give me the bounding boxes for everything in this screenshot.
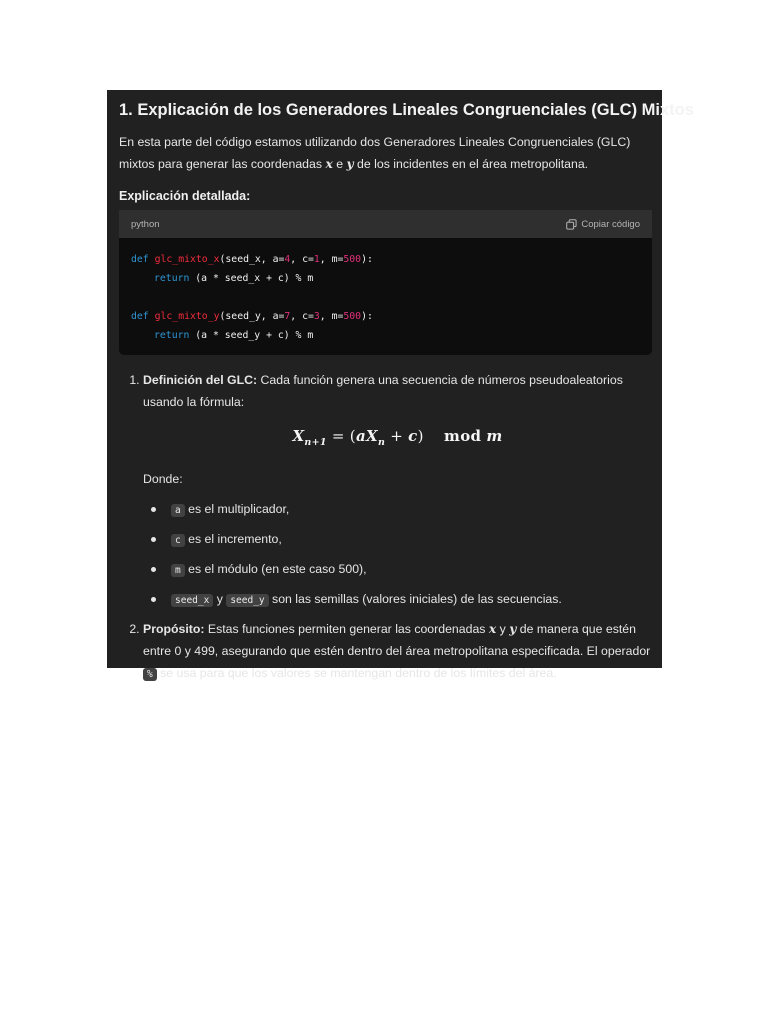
- definition-bold: Definición del GLC:: [143, 373, 258, 387]
- inline-code: seed_y: [226, 594, 268, 607]
- intro-paragraph: [119, 132, 652, 175]
- inline-code: %: [143, 668, 157, 681]
- math-var-y: y: [346, 156, 354, 171]
- inline-code: seed_x: [171, 594, 213, 607]
- copy-code-label: Copiar código: [581, 218, 640, 230]
- code-line: def glc_mixto_y(seed_y, a=7, c=3, m=500):: [131, 311, 373, 322]
- code-line: return (a * seed_y + c) % m: [154, 330, 314, 341]
- explanation-list: [119, 369, 652, 686]
- code-language-label: python: [131, 218, 160, 230]
- code-line: [131, 288, 640, 307]
- intro-text-2: de los incidentes en el área metropolitana.: [353, 157, 589, 171]
- definition-text: Cada función genera una secuencia de números pseudoaleatorios usando la fórmula:: [143, 373, 623, 409]
- code-block-header: [119, 210, 652, 238]
- math-var-y: y: [509, 621, 517, 636]
- inline-code: m: [171, 564, 185, 577]
- detail-heading: [119, 189, 652, 203]
- donde-label: Donde:: [143, 472, 183, 486]
- math-var-x: x: [325, 156, 333, 171]
- section-heading: 1. Explicación de los Generadores Lineales Congruenciales (GLC) Mixtos: [119, 101, 694, 119]
- detail-title: Explicación detallada: [119, 189, 247, 203]
- intro-and: e: [332, 157, 347, 171]
- list-item: a es el multiplicador,: [147, 498, 652, 522]
- code-block: [119, 210, 652, 355]
- list-item: m es el módulo (en este caso 500),: [147, 558, 652, 582]
- list-item: seed_x y seed_y son las semillas (valores iniciales) de las secuencias.: [147, 588, 652, 612]
- code-line: def glc_mixto_x(seed_x, a=4, c=1, m=500):: [131, 254, 373, 265]
- code-line: return (a * seed_x + c) % m: [154, 273, 314, 284]
- math-var-x: x: [488, 621, 497, 636]
- copy-icon: [566, 219, 577, 230]
- list-item-definition: [143, 369, 652, 612]
- parameter-list: [143, 498, 652, 612]
- copy-code-button[interactable]: [566, 219, 640, 230]
- chat-response-screenshot: [107, 90, 694, 680]
- code-body[interactable]: [119, 238, 652, 355]
- list-item: c es el incremento,: [147, 528, 652, 552]
- list-item-purpose: 2. Propósito: Estas funciones permiten generar las coordenadas x y y de manera que estén entre 0 y 499, asegurando que estén dentro del área metropolitana especificada. El operador % se usa para que los valores se mantengan dentro de los límites del área.: [143, 618, 652, 686]
- purpose-bold: Propósito:: [143, 622, 205, 636]
- inline-code: c: [171, 534, 185, 547]
- inline-code: a: [171, 504, 185, 517]
- detail-colon: :: [246, 189, 251, 203]
- intro-text-1: En esta parte del código estamos utilizando dos Generadores Lineales Congruenciales (GLC) mixtos para generar las coordenadas: [119, 135, 631, 171]
- lcg-formula: $X_{n+1} = (aX_n + c)$ mod m: [292, 427, 503, 448]
